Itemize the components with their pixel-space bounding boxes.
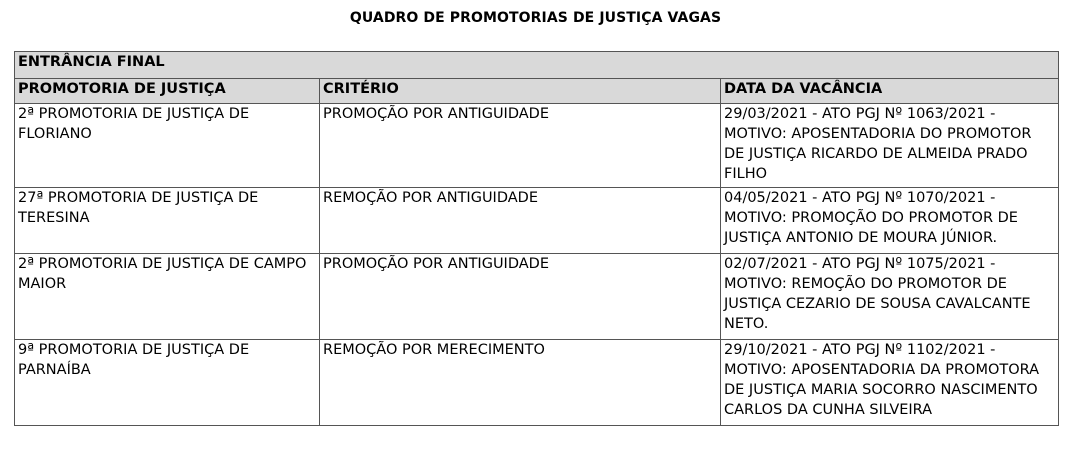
vacancies-table <box>14 51 1059 426</box>
section-header: ENTRÂNCIA FINAL <box>15 52 1059 79</box>
cell-data: 29/10/2021 - ATO PGJ Nº 1102/2021 - MOTIVO: APOSENTADORIA DA PROMOTORA DE JUSTIÇA MARIA SOCORRO NASCIMENTO CARLOS DA CUNHA SILVEIRA <box>721 340 1059 426</box>
cell-criterio: PROMOÇÃO POR ANTIGUIDADE <box>320 254 721 340</box>
cell-promotoria: 27ª PROMOTORIA DE JUSTIÇA DE TERESINA <box>15 188 320 254</box>
column-header-row <box>15 79 1059 104</box>
table-row <box>15 340 1059 426</box>
cell-criterio: PROMOÇÃO POR ANTIGUIDADE <box>320 104 721 188</box>
cell-data: 29/03/2021 - ATO PGJ Nº 1063/2021 - MOTIVO: APOSENTADORIA DO PROMOTOR DE JUSTIÇA RICARDO DE ALMEIDA PRADO FILHO <box>721 104 1059 188</box>
cell-criterio: REMOÇÃO POR ANTIGUIDADE <box>320 188 721 254</box>
column-header-criterio: CRITÉRIO <box>320 79 721 104</box>
table-row <box>15 104 1059 188</box>
cell-promotoria: 2ª PROMOTORIA DE JUSTIÇA DE FLORIANO <box>15 104 320 188</box>
column-header-promotoria: PROMOTORIA DE JUSTIÇA <box>15 79 320 104</box>
page-title: QUADRO DE PROMOTORIAS DE JUSTIÇA VAGAS <box>349 10 722 26</box>
table-row <box>15 254 1059 340</box>
cell-data: 04/05/2021 - ATO PGJ Nº 1070/2021 - MOTIVO: PROMOÇÃO DO PROMOTOR DE JUSTIÇA ANTONIO DE MOURA JÚNIOR. <box>721 188 1059 254</box>
column-header-data: DATA DA VACÂNCIA <box>721 79 1059 104</box>
cell-promotoria: 2ª PROMOTORIA DE JUSTIÇA DE CAMPO MAIOR <box>15 254 320 340</box>
cell-data: 02/07/2021 - ATO PGJ Nº 1075/2021 - MOTIVO: REMOÇÃO DO PROMOTOR DE JUSTIÇA CEZARIO DE SOUSA CAVALCANTE NETO. <box>721 254 1059 340</box>
table-row <box>15 188 1059 254</box>
cell-promotoria: 9ª PROMOTORIA DE JUSTIÇA DE PARNAÍBA <box>15 340 320 426</box>
cell-criterio: REMOÇÃO POR MERECIMENTO <box>320 340 721 426</box>
section-row <box>15 52 1059 79</box>
